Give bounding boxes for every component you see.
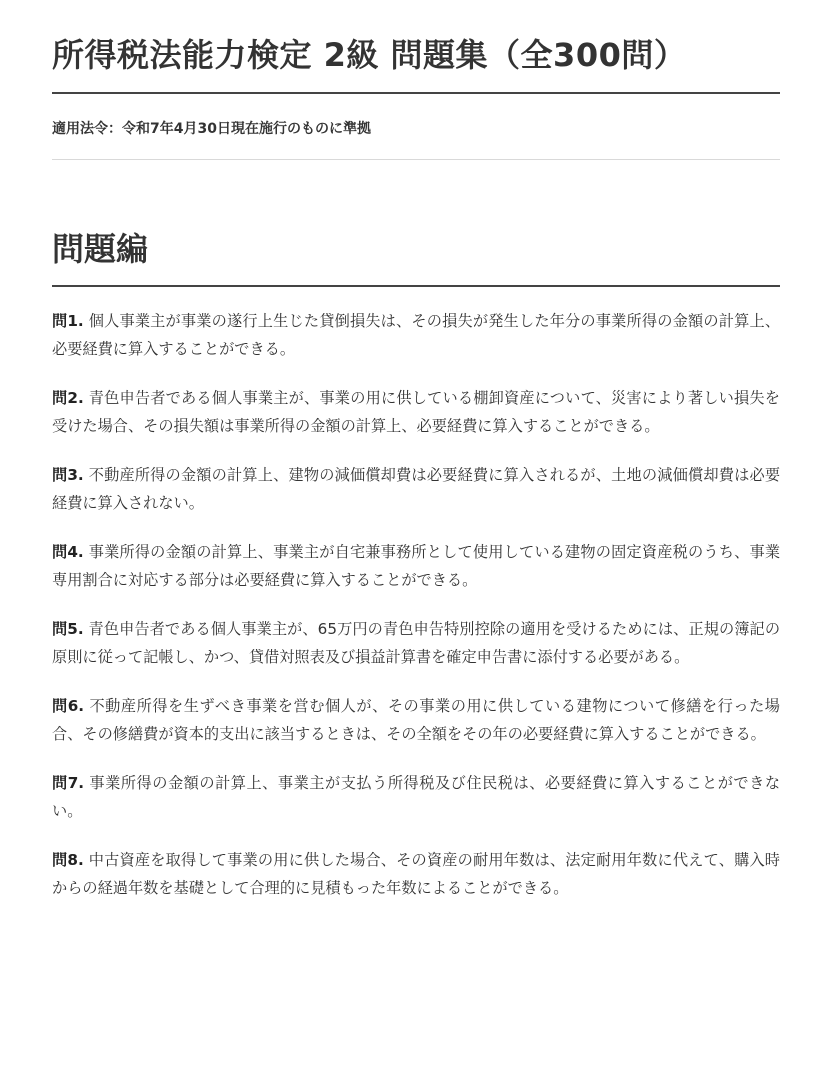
question-item-8 [52,846,780,902]
question-number: 問1. [52,312,84,330]
question-text: 事業所得の金額の計算上、事業主が自宅兼事務所として使用している建物の固定資産税のうち、事業専用割合に対応する部分は必要経費に算入することができる。 [52,543,781,589]
applicable-law-note: 適用法令：令和7年4月30日現在施行のものに準拠 [52,121,371,137]
question-list [52,287,780,902]
question-number: 問6. [52,697,85,715]
question-number: 問4. [52,543,84,561]
question-text: 中古資産を取得して事業の用に供した場合、その資産の耐用年数は、法定耐用年数に代えて、購入時からの経過年数を基礎として合理的に見積もった年数によることができる。 [52,851,780,897]
question-text: 事業所得の金額の計算上、事業主が支払う所得税及び住民税は、必要経費に算入することができない。 [52,774,781,820]
question-item-5 [52,615,780,671]
question-text: 個人事業主が事業の遂行上生じた貸倒損失は、その損失が発生した年分の事業所得の金額の計算上、必要経費に算入することができる。 [52,312,781,358]
question-item-6 [52,692,780,748]
question-number: 問7. [52,774,85,792]
question-number: 問5. [52,620,84,638]
question-number: 問2. [52,389,84,407]
question-text: 青色申告者である個人事業主が、65万円の青色申告特別控除の適用を受けるためには、正規の簿記の原則に従って記帳し、かつ、貸借対照表及び損益計算書を確定申告書に添付する必要がある。 [52,620,781,666]
question-number: 問8. [52,851,84,869]
document-page [52,0,780,923]
question-text: 不動産所得の金額の計算上、建物の減価償却費は必要経費に算入されるが、土地の減価償却費は必要経費に算入されない。 [52,466,781,512]
question-item-3 [52,461,780,517]
section-title: 問題編 [52,230,149,268]
question-item-1 [52,307,780,363]
question-number: 問3. [52,466,84,484]
question-text: 青色申告者である個人事業主が、事業の用に供している棚卸資産について、災害により著しい損失を受けた場合、その損失額は事業所得の金額の計算上、必要経費に算入することができる。 [52,389,780,435]
question-text: 不動産所得を生ずべき事業を営む個人が、その事業の用に供している建物について修繕を行った場合、その修繕費が資本的支出に該当するときは、その全額をその年の必要経費に算入することができる。 [52,697,780,743]
question-item-4 [52,538,780,594]
question-item-2 [52,384,780,440]
question-item-7 [52,769,780,825]
page-title: 所得税法能力検定 2級 問題集（全300問） [52,36,687,74]
